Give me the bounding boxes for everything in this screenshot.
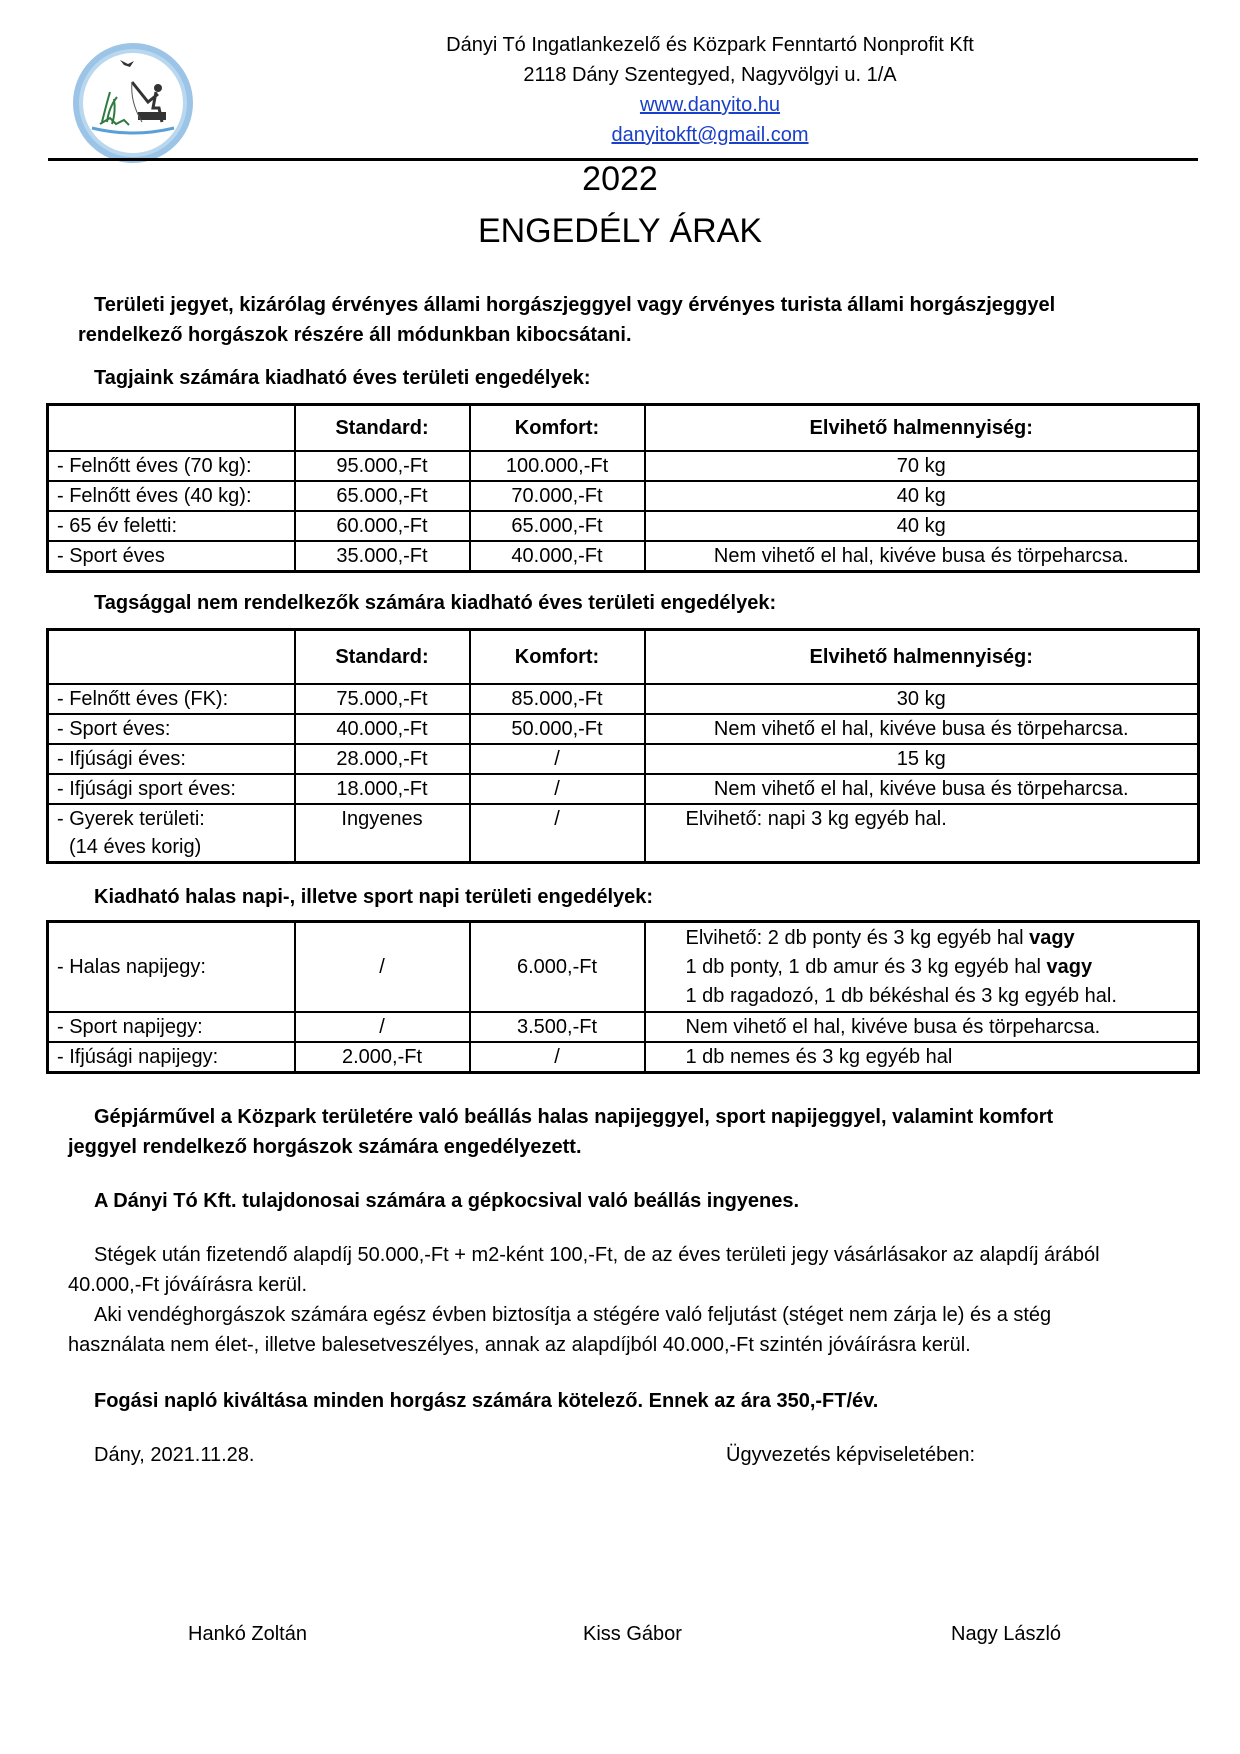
standard-price: / xyxy=(295,1012,470,1042)
komfort-price: 50.000,-Ft xyxy=(470,714,645,744)
standard-price: 40.000,-Ft xyxy=(295,714,470,744)
fish-allowance: Nem vihető el hal, kivéve busa és törpeharcsa. xyxy=(645,714,1199,744)
place-date: Dány, 2021.11.28. xyxy=(94,1444,255,1466)
permit-type: - Gyerek területi: xyxy=(57,808,205,830)
allowance-line: 1 db ragadozó, 1 db békéshal és 3 kg egyéb hal. xyxy=(685,984,1117,1007)
table-header-row xyxy=(48,405,1199,452)
standard-price: Ingyenes xyxy=(295,804,470,863)
komfort-price: 6.000,-Ft xyxy=(470,922,645,1013)
permit-type-child xyxy=(48,804,295,863)
company-logo xyxy=(72,42,194,164)
table-row xyxy=(48,511,1199,541)
standard-price: 95.000,-Ft xyxy=(295,451,470,481)
allowance-line: 1 db ponty, 1 db amur és 3 kg egyéb hal xyxy=(685,955,1041,978)
jetty-credit-note: Aki vendéghorgászok számára egész évben biztosítja a stégére való feljutást (stéget nem zárja le) és a stég használata nem élet-, illetve balesetveszélyes, annak az alapdíjból 40.000,-Ft szintén jóváírásra kerül. xyxy=(68,1304,1052,1356)
fish-allowance: 40 kg xyxy=(645,511,1199,541)
standard-price: 75.000,-Ft xyxy=(295,684,470,714)
table-header-row xyxy=(48,630,1199,685)
document-title: ENGEDÉLY ÁRAK xyxy=(477,212,763,250)
table-row xyxy=(48,744,1199,774)
table-row xyxy=(48,684,1199,714)
table-row xyxy=(48,714,1199,744)
fish-allowance: 40 kg xyxy=(645,481,1199,511)
komfort-price: / xyxy=(470,804,645,863)
owners-note: A Dányi Tó Kft. tulajdonosai számára a gépkocsival való beállás ingyenes. xyxy=(94,1190,800,1212)
signatory-1: Hankó Zoltán xyxy=(188,1623,307,1645)
standard-price: 28.000,-Ft xyxy=(295,744,470,774)
section3-heading: Kiadható halas napi-, illetve sport napi területi engedélyek: xyxy=(94,886,654,908)
age-note: (14 éves korig) xyxy=(69,836,202,858)
fish-allowance: 30 kg xyxy=(645,684,1199,714)
permit-type: - Ifjúsági éves: xyxy=(48,744,295,774)
standard-price: 2.000,-Ft xyxy=(295,1042,470,1073)
jetty-fee-note: Stégek után fizetendő alapdíj 50.000,-Ft + m2-ként 100,-Ft, de az éves területi jegy vásárlásakor az alapdíj árából 40.000,-Ft jóváírásra kerül. xyxy=(68,1244,1100,1296)
header-cell: Standard: xyxy=(295,630,470,685)
permit-type: - Halas napijegy: xyxy=(48,922,295,1013)
komfort-price: 3.500,-Ft xyxy=(470,1012,645,1042)
header-cell xyxy=(48,405,295,452)
header-cell: Elvihető halmennyiség: xyxy=(645,405,1199,452)
standard-price: 18.000,-Ft xyxy=(295,774,470,804)
fish-allowance: Nem vihető el hal, kivéve busa és törpeharcsa. xyxy=(645,541,1199,572)
permit-type: - 65 év feletti: xyxy=(48,511,295,541)
komfort-price: 100.000,-Ft xyxy=(470,451,645,481)
nonmembers-price-table xyxy=(46,628,1200,864)
permit-type: - Sport napijegy: xyxy=(48,1012,295,1042)
standard-price: 65.000,-Ft xyxy=(295,481,470,511)
standard-price: / xyxy=(295,922,470,1013)
standard-price: 60.000,-Ft xyxy=(295,511,470,541)
header-cell: Komfort: xyxy=(470,630,645,685)
header-cell: Komfort: xyxy=(470,405,645,452)
komfort-price: / xyxy=(470,774,645,804)
standard-price: 35.000,-Ft xyxy=(295,541,470,572)
header-cell: Standard: xyxy=(295,405,470,452)
document-year: 2022 xyxy=(582,160,658,198)
or-word: vagy xyxy=(1046,955,1093,978)
table-row xyxy=(48,541,1199,572)
fish-allowance: 1 db nemes és 3 kg egyéb hal xyxy=(645,1042,1199,1073)
table-row xyxy=(48,804,1199,863)
company-name: Dányi Tó Ingatlankezelő és Közpark Fenntartó Nonprofit Kft xyxy=(446,34,974,56)
komfort-price: / xyxy=(470,744,645,774)
company-address: 2118 Dány Szentegyed, Nagyvölgyi u. 1/A xyxy=(523,64,897,86)
signatory-2: Kiss Gábor xyxy=(583,1623,682,1645)
catch-log-note: Fogási napló kiváltása minden horgász számára kötelező. Ennek az ára 350,-FT/év. xyxy=(94,1390,879,1412)
permit-type: - Felnőtt éves (70 kg): xyxy=(48,451,295,481)
table-row xyxy=(48,451,1199,481)
website-link[interactable]: www.danyito.hu xyxy=(639,94,781,116)
email-link[interactable]: danyitokft@gmail.com xyxy=(611,124,809,146)
table-row xyxy=(48,481,1199,511)
table-row xyxy=(48,922,1199,1013)
fish-allowance: Elvihető: napi 3 kg egyéb hal. xyxy=(645,804,1199,863)
permit-type: - Felnőtt éves (FK): xyxy=(48,684,295,714)
header-cell: Elvihető halmennyiség: xyxy=(645,630,1199,685)
header-cell xyxy=(48,630,295,685)
table-row xyxy=(48,1012,1199,1042)
members-price-table xyxy=(46,403,1200,573)
permit-type: - Sport éves: xyxy=(48,714,295,744)
management-label: Ügyvezetés képviseletében: xyxy=(726,1444,976,1466)
komfort-price: 85.000,-Ft xyxy=(470,684,645,714)
komfort-price: / xyxy=(470,1042,645,1073)
permit-type: - Ifjúsági napijegy: xyxy=(48,1042,295,1073)
company-header xyxy=(380,30,1040,150)
fish-allowance: 70 kg xyxy=(645,451,1199,481)
parking-note: Gépjárművel a Közpark területére való beállás halas napijeggyel, sport napijeggyel, valamint komfort jeggyel rendelkező horgászok számára engedélyezett. xyxy=(68,1106,1054,1158)
section1-heading: Tagjaink számára kiadható éves területi engedélyek: xyxy=(94,367,591,389)
intro-text: Területi jegyet, kizárólag érvényes állami horgászjeggyel vagy érvényes turista állami horgászjeggyel rendelkező horgászok részére áll módunkban kibocsátani. xyxy=(78,294,1056,346)
daily-price-table xyxy=(46,920,1200,1074)
fish-allowance xyxy=(645,922,1199,1013)
or-word: vagy xyxy=(1029,926,1075,949)
table-row xyxy=(48,774,1199,804)
komfort-price: 70.000,-Ft xyxy=(470,481,645,511)
fish-allowance: 15 kg xyxy=(645,744,1199,774)
komfort-price: 40.000,-Ft xyxy=(470,541,645,572)
permit-type: - Sport éves xyxy=(48,541,295,572)
table-row xyxy=(48,1042,1199,1073)
section2-heading: Tagsággal nem rendelkezők számára kiadható éves területi engedélyek: xyxy=(94,592,777,614)
komfort-price: 65.000,-Ft xyxy=(470,511,645,541)
permit-type: - Ifjúsági sport éves: xyxy=(48,774,295,804)
allowance-line: Elvihető: 2 db ponty és 3 kg egyéb hal xyxy=(685,926,1024,949)
permit-type: - Felnőtt éves (40 kg): xyxy=(48,481,295,511)
signatory-3: Nagy László xyxy=(951,1623,1062,1645)
fish-allowance: Nem vihető el hal, kivéve busa és törpeharcsa. xyxy=(645,1012,1199,1042)
fish-allowance: Nem vihető el hal, kivéve busa és törpeharcsa. xyxy=(645,774,1199,804)
